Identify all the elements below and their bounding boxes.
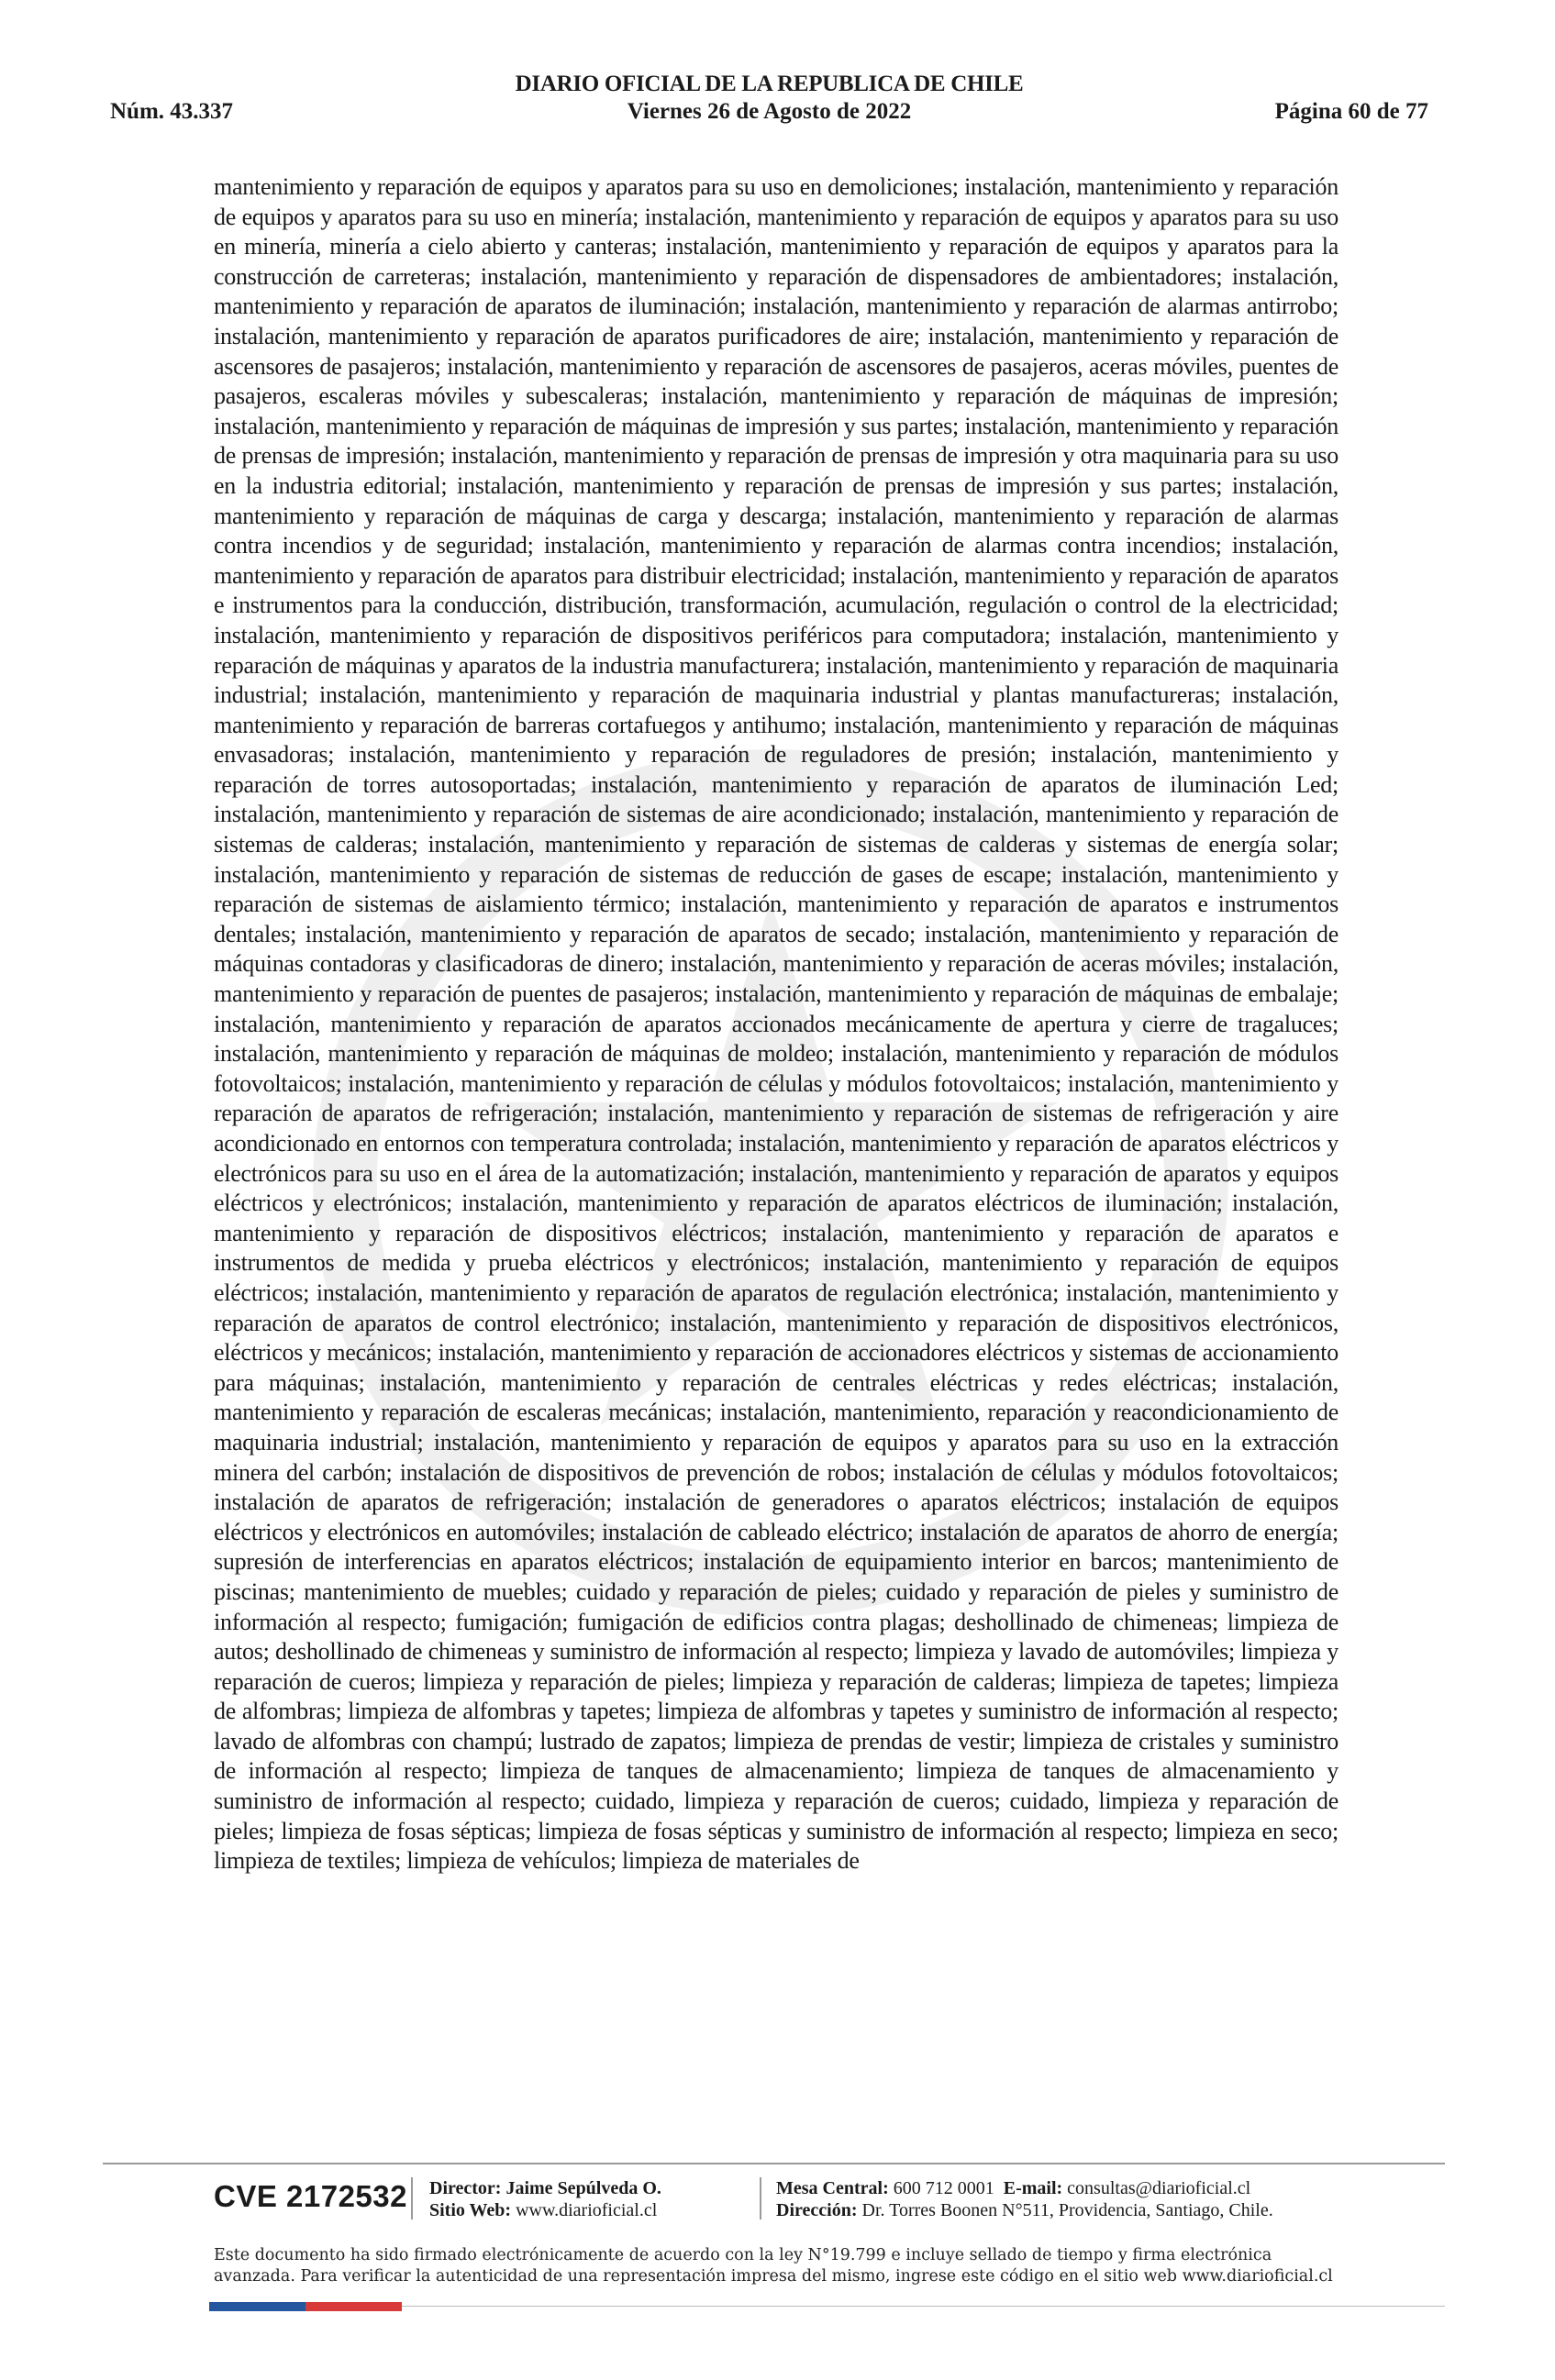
- website-label: Sitio Web:: [429, 2200, 512, 2220]
- footer-contact-block: [776, 2177, 1273, 2221]
- page-indicator: Página 60 de 77: [1274, 99, 1428, 124]
- website-link[interactable]: www.diarioficial.cl: [516, 2200, 658, 2220]
- issue-number: Núm. 43.337: [110, 99, 234, 124]
- mesa-phone: 600 712 0001: [893, 2178, 994, 2198]
- cve-code: CVE 2172532: [214, 2179, 407, 2213]
- footer-divider: [103, 2163, 1445, 2164]
- footer-separator: [411, 2177, 413, 2219]
- mesa-label: Mesa Central:: [776, 2178, 889, 2198]
- signature-notice-line: avanzada. Para verificar la autenticidad de una representación impresa del mismo, ingrese este código en el sitio web www.diarioficial.cl: [214, 2267, 1333, 2286]
- article-body: [214, 172, 1338, 2126]
- director-name: Jaime Sepúlveda O.: [505, 2178, 661, 2198]
- issue-date: Viernes 26 de Agosto de 2022: [627, 99, 912, 124]
- flag-stripe: [209, 2302, 402, 2311]
- footer-director-block: [429, 2177, 661, 2221]
- flag-blue-segment: [209, 2302, 305, 2311]
- flag-red-segment: [305, 2302, 402, 2311]
- body-paragraph: mantenimiento y reparación de equipos y aparatos para su uso en demoliciones; instalación, mantenimiento y reparación de equipos y aparatos para su uso en minería; instalación, mantenimiento y reparación de equipos y aparatos para su uso en minería, minería a cielo abierto y canteras; instalación, mantenimiento y reparación de equipos y aparatos para la construcción de carreteras; instalación, mantenimiento y reparación de dispensadores de ambientadores; instalación, mantenimiento y reparación de aparatos de iluminación; instalación, mantenimiento y reparación de alarmas antirrobo; instalación, mantenimiento y reparación de aparatos purificadores de aire; instalación, mantenimiento y reparación de ascensores de pasajeros; instalación, mantenimiento y reparación de ascensores de pasajeros, aceras móviles, puentes de pasajeros, escaleras móviles y subescaleras; instalación, mantenimiento y reparación de máquinas de impresión; instalación, mantenimiento y reparación de máquinas de impresión y sus partes; instalación, mantenimiento y reparación de prensas de impresión; instalación, mantenimiento y reparación de prensas de impresión y otra maquinaria para su uso en la industria editorial; instalación, mantenimiento y reparación de prensas de impresión y sus partes; instalación, mantenimiento y reparación de máquinas de carga y descarga; instalación, mantenimiento y reparación de alarmas contra incendios y de seguridad; instalación, mantenimiento y reparación de alarmas contra incendios; instalación, mantenimiento y reparación de aparatos para distribuir electricidad; instalación, mantenimiento y reparación de aparatos e instrumentos para la conducción, distribución, transformación, acumulación, regulación o control de la electricidad; instalación, mantenimiento y reparación de dispositivos periféricos para computadora; instalación, mantenimiento y reparación de máquinas y aparatos de la industria manufacturera; instalación, mantenimiento y reparación de maquinaria industrial; instalación, mantenimiento y reparación de maquinaria industrial y plantas manufactureras; instalación, mantenimiento y reparación de barreras cortafuegos y antihumo; instalación, mantenimiento y reparación de máquinas envasadoras; instalación, mantenimiento y reparación de reguladores de presión; instalación, mantenimiento y reparación de torres autosoportadas; instalación, mantenimiento y reparación de aparatos de iluminación Led; instalación, mantenimiento y reparación de sistemas de aire acondicionado; instalación, mantenimiento y reparación de sistemas de calderas; instalación, mantenimiento y reparación de sistemas de calderas y sistemas de energía solar; instalación, mantenimiento y reparación de sistemas de reducción de gases de escape; instalación, mantenimiento y reparación de sistemas de aislamiento térmico; instalación, mantenimiento y reparación de aparatos e instrumentos dentales; instalación, mantenimiento y reparación de aparatos de secado; instalación, mantenimiento y reparación de máquinas contadoras y clasificadoras de dinero; instalación, mantenimiento y reparación de aceras móviles; instalación, mantenimiento y reparación de puentes de pasajeros; instalación, mantenimiento y reparación de máquinas de embalaje; instalación, mantenimiento y reparación de aparatos accionados mecánicamente de apertura y cierre de tragaluces; instalación, mantenimiento y reparación de máquinas de moldeo; instalación, mantenimiento y reparación de módulos fotovoltaicos; instalación, mantenimiento y reparación de células y módulos fotovoltaicos; instalación, mantenimiento y reparación de aparatos de refrigeración; instalación, mantenimiento y reparación de sistemas de refrigeración y aire acondicionado en entornos con temperatura controlada; instalación, mantenimiento y reparación de aparatos eléctricos y electrónicos para su uso en el área de la automatización; instalación, mantenimiento y reparación de aparatos y equipos eléctricos y electrónicos; instalación, mantenimiento y reparación de aparatos eléctricos de iluminación; instalación, mantenimiento y reparación de dispositivos eléctricos; instalación, mantenimiento y reparación de aparatos e instrumentos de medida y prueba eléctricos y electrónicos; instalación, mantenimiento y reparación de equipos eléctricos; instalación, mantenimiento y reparación de aparatos de regulación electrónica; instalación, mantenimiento y reparación de aparatos de control electrónico; instalación, mantenimiento y reparación de dispositivos electrónicos, eléctricos y mecánicos; instalación, mantenimiento y reparación de accionadores eléctricos y sistemas de accionamiento para máquinas; instalación, mantenimiento y reparación de centrales eléctricas y redes eléctricas; instalación, mantenimiento y reparación de escaleras mecánicas; instalación, mantenimiento, reparación y reacondicionamiento de maquinaria industrial; instalación, mantenimiento y reparación de equipos y aparatos para su uso en la extracción minera del carbón; instalación de dispositivos de prevención de robos; instalación de células y módulos fotovoltaicos; instalación de aparatos de refrigeración; instalación de generadores o aparatos eléctricos; instalación de equipos eléctricos y electrónicos en automóviles; instalación de cableado eléctrico; instalación de aparatos de ahorro de energía; supresión de interferencias en aparatos eléctricos; instalación de equipamiento interior en barcos; mantenimiento de piscinas; mantenimiento de muebles; cuidado y reparación de pieles; cuidado y reparación de pieles y suministro de información al respecto; fumigación; fumigación de edificios contra plagas; deshollinado de chimeneas; limpieza de autos; deshollinado de chimeneas y suministro de información al respecto; limpieza y lavado de automóviles; limpieza y reparación de cueros; limpieza y reparación de pieles; limpieza y reparación de calderas; limpieza de tapetes; limpieza de alfombras; limpieza de alfombras y tapetes; limpieza de alfombras y tapetes y suministro de información al respecto; lavado de alfombras con champú; lustrado de zapatos; limpieza de prendas de vestir; limpieza de cristales y suministro de información al respecto; limpieza de tanques de almacenamiento; limpieza de tanques de almacenamiento y suministro de información al respecto; cuidado, limpieza y reparación de cueros; cuidado, limpieza y reparación de pieles; limpieza de fosas sépticas; limpieza de fosas sépticas y suministro de información al respecto; limpieza en seco; limpieza de textiles; limpieza de vehículos; limpieza de materiales de: [214, 173, 1338, 1875]
- email-label: E-mail:: [1003, 2178, 1063, 2198]
- address-label: Dirección:: [776, 2200, 858, 2220]
- address-value: Dr. Torres Boonen N°511, Providencia, Santiago, Chile.: [861, 2200, 1273, 2220]
- footer-bottom-line: [402, 2306, 1445, 2307]
- publication-title: DIARIO OFICIAL DE LA REPUBLICA DE CHILE: [515, 72, 1024, 96]
- signature-notice: [214, 2245, 1342, 2287]
- header-row: [110, 99, 1428, 128]
- signature-notice-line: Este documento ha sido firmado electrónicamente de acuerdo con la ley N°19.799 e incluye sellado de tiempo y firma electrónica: [214, 2246, 1272, 2264]
- footer-separator: [760, 2177, 761, 2219]
- email-link[interactable]: consultas@diarioficial.cl: [1067, 2178, 1251, 2198]
- director-label: Director:: [429, 2178, 502, 2198]
- page-header: [110, 72, 1428, 128]
